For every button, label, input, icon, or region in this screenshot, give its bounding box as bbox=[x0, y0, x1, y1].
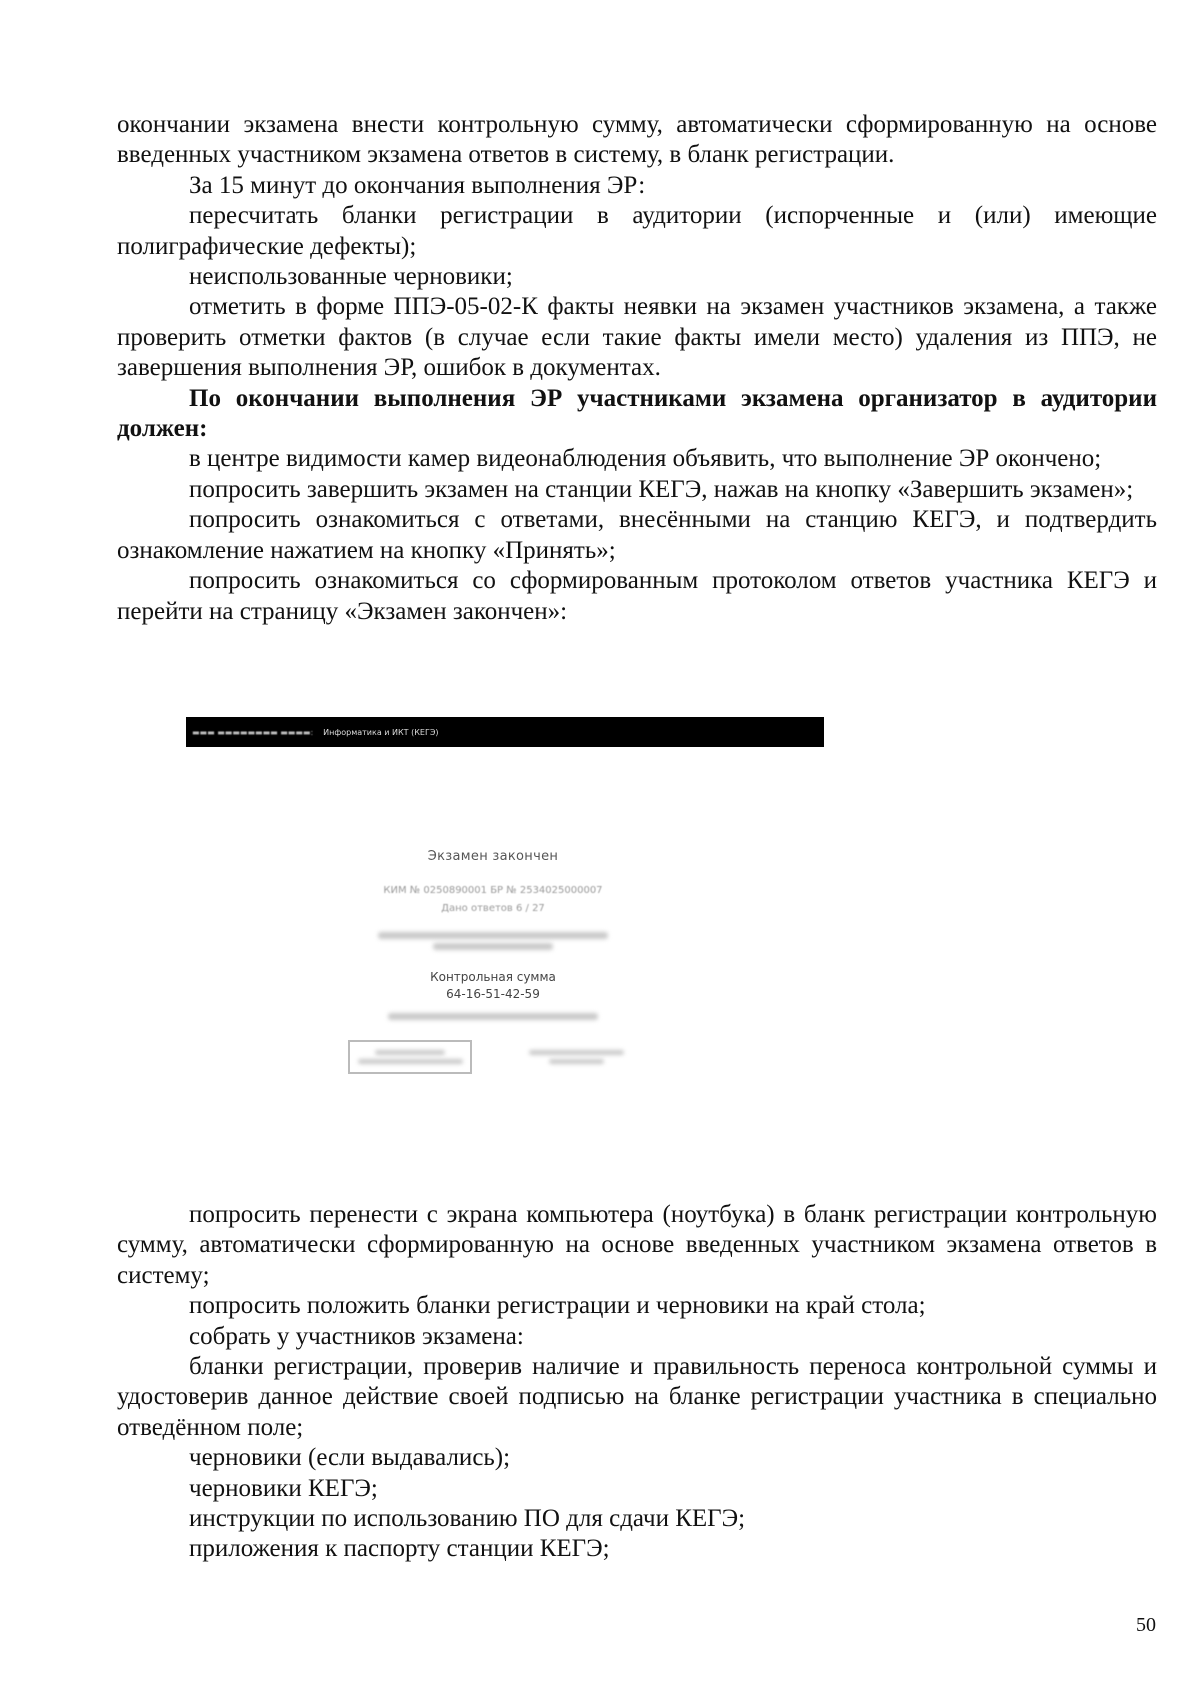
paragraph: черновики (если выдавались); bbox=[189, 1444, 511, 1472]
checksum-label: Контрольная сумма bbox=[430, 970, 556, 984]
paragraph: отметить в форме ППЭ-05-02-К факты неявки на экзамен участников экзамена, а также проверить отметки фактов (в случае если такие факты имели место) удаления из ППЭ, не завершения выполнения ЭР, ошибок в документах. bbox=[117, 293, 1157, 382]
paragraph: попросить положить бланки регистрации и черновики на край стола; bbox=[189, 1292, 926, 1320]
paragraph: попросить завершить экзамен на станции КЕГЭ, нажав на кнопку «Завершить экзамен»; bbox=[189, 475, 1134, 503]
paragraph: в центре видимости камер видеонаблюдения объявить, что выполнение ЭР окончено; bbox=[189, 445, 1102, 473]
screenshot-header-text: Информатика и ИКТ (КЕГЭ) bbox=[323, 727, 439, 737]
screenshot-content bbox=[348, 849, 638, 1074]
paragraph: попросить перенести с экрана компьютера (ноутбука) в бланк регистрации контрольную сумму, автоматически сформированную на основе введенных участником экзамена ответов в систему; bbox=[117, 1201, 1157, 1289]
blurred-header-label: ▬▬▬ ▬▬▬▬▬▬▬▬ ▬▬▬▬: bbox=[192, 727, 314, 737]
page-number: 50 bbox=[1136, 1614, 1156, 1636]
screenshot-buttons bbox=[348, 1040, 638, 1074]
blurred-outline-button[interactable] bbox=[348, 1040, 472, 1074]
paragraph: собрать у участников экзамена: bbox=[189, 1322, 524, 1350]
blurred-note bbox=[348, 1013, 638, 1020]
bold-heading-paragraph: По окончании выполнения ЭР участниками экзамена организатор в аудитории должен: bbox=[117, 384, 1157, 443]
paragraph: окончании экзамена внести контрольную сумму, автоматически сформированную на основе введенных участником экзамена ответов в систему, в бланк регистрации. bbox=[117, 111, 1157, 169]
checksum-value: 64-16-51-42-59 bbox=[446, 987, 540, 1001]
exam-finished-screenshot bbox=[186, 717, 824, 1113]
paragraph: попросить ознакомиться с ответами, внесёнными на станцию КЕГЭ, и подтвердить ознакомление нажатием на кнопку «Принять»; bbox=[117, 506, 1157, 564]
document-text-top bbox=[117, 110, 1157, 627]
kim-line: КИМ № 0250890001 БР № 2534025000007 bbox=[383, 885, 603, 896]
answers-line: Дано ответов 6 / 27 bbox=[441, 903, 545, 914]
blurred-plain-button[interactable] bbox=[514, 1040, 638, 1074]
paragraph: попросить ознакомиться со сформированным протоколом ответов участника КЕГЭ и перейти на страницу «Экзамен закончен»: bbox=[117, 567, 1157, 625]
screenshot-title: Экзамен закончен bbox=[427, 849, 559, 864]
paragraph: За 15 минут до окончания выполнения ЭР: bbox=[189, 171, 646, 199]
paragraph: пересчитать бланки регистрации в аудитории (испорченные и (или) имеющие полиграфические дефекты); bbox=[117, 202, 1157, 260]
paragraph: инструкции по использованию ПО для сдачи КЕГЭ; bbox=[189, 1505, 746, 1533]
paragraph: бланки регистрации, проверив наличие и правильность переноса контрольной суммы и удостоверив данное действие своей подписью на бланке регистрации участника в специально отведённом поле; bbox=[117, 1353, 1157, 1441]
document-text-bottom bbox=[117, 1200, 1157, 1565]
paragraph: неиспользованные черновики; bbox=[189, 263, 513, 291]
screenshot-header-bar bbox=[186, 717, 824, 747]
paragraph: черновики КЕГЭ; bbox=[189, 1474, 378, 1502]
paragraph: приложения к паспорту станции КЕГЭ; bbox=[189, 1535, 610, 1563]
blurred-instruction bbox=[348, 932, 638, 950]
